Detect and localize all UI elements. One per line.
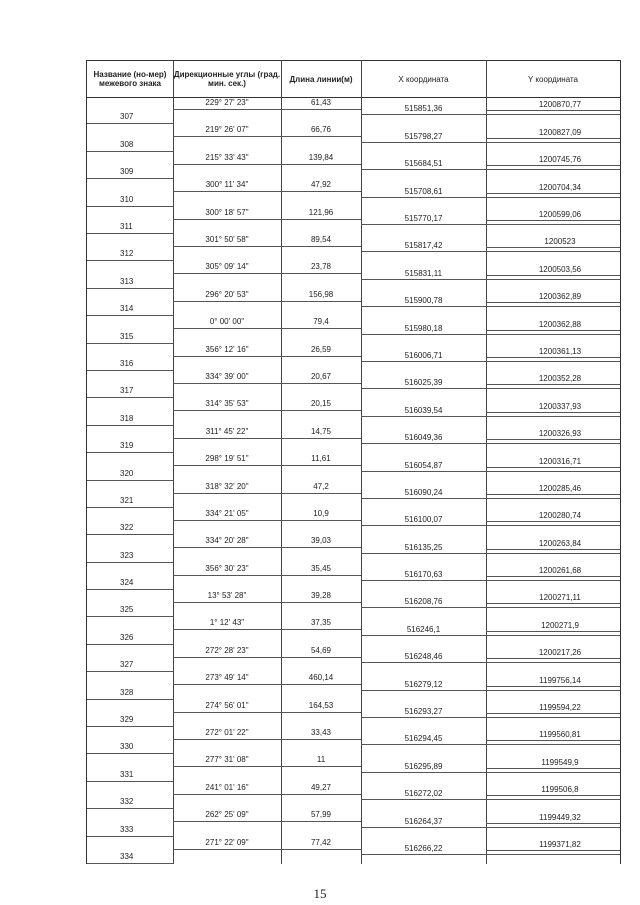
row-rule [87,671,173,672]
x-coordinate: 515708,61 [404,186,443,196]
header-x-coordinate: X координата [398,74,449,84]
x-coordinate: 516049,36 [404,433,443,443]
point-number: 318 [120,413,134,423]
row-rule [361,197,620,198]
row-rule [173,766,361,767]
direction-angle: 356° 12' 16" [205,344,249,354]
row-rule [361,443,620,444]
row-rule [87,370,173,371]
y-coordinate: 1200271,9 [541,620,579,630]
row-rule [173,383,361,384]
row-rule [173,191,361,192]
row-rule [486,302,620,303]
row-rule [486,439,620,440]
row-rule [87,206,173,207]
y-coordinate: 1200352,28 [538,374,582,384]
y-coordinate: 1199756,14 [539,675,581,685]
x-coordinate: 516279,12 [404,679,443,689]
row-rule [87,260,173,261]
x-coordinate: 516272,02 [404,789,443,799]
row-rule [173,328,361,329]
row-rule [486,576,620,577]
row-rule [87,151,173,152]
row-rule [486,631,620,632]
row-rule [361,799,620,800]
table-header [87,61,620,98]
row-rule [87,123,173,124]
y-coordinate: 1199449,32 [539,812,581,822]
direction-angle: 277° 31' 08" [205,755,249,765]
y-coordinate: 1199506,8 [541,785,579,795]
row-rule [87,808,173,809]
y-coordinate: 1199560,81 [539,730,581,740]
direction-angle: 215° 33' 43" [205,152,249,162]
point-number: 308 [120,139,134,149]
row-rule [486,713,620,714]
row-rule [87,343,173,344]
row-rule [361,306,620,307]
row-rule [173,410,361,411]
page-number: 15 [313,886,327,901]
y-coordinate: 1200280,74 [538,511,582,521]
row-rule [361,251,620,252]
y-coordinate: 1200362,89 [538,292,582,302]
line-length: 460,14 [308,673,334,683]
row-rule [361,224,620,225]
header-point-name: Название (но-мер) межевого знака [93,70,167,88]
line-length: 11,61 [311,454,331,464]
point-number: 334 [120,852,134,861]
row-rule [361,361,620,362]
header-y-coordinate: Y координата [527,74,579,84]
row-rule [486,220,620,221]
direction-angle: 334° 39' 00" [205,371,249,381]
line-length: 66,76 [310,125,332,135]
row-rule [87,616,173,617]
direction-angle: 262° 25' 09" [205,810,249,820]
row-rule [361,635,620,636]
x-coordinate: 516135,25 [404,542,443,552]
y-coordinate: 1200326,93 [538,429,582,439]
row-rule [486,384,620,385]
line-length: 20,67 [310,371,332,381]
row-rule [361,662,620,663]
header-line-length: Длина линии(м) [289,74,353,84]
row-rule [87,836,173,837]
line-length: 121,96 [308,207,334,217]
line-length: 164,53 [308,700,334,710]
row-rule [87,233,173,234]
row-rule [173,356,361,357]
point-number: 313 [120,276,134,286]
row-rule [87,315,173,316]
line-length: 79,4 [313,317,329,327]
x-coordinate: 515851,36 [404,104,443,114]
x-coordinate: 516294,45 [404,734,443,744]
line-length: 156,98 [308,289,334,299]
direction-angle: 305° 09' 14" [205,262,249,272]
direction-angle: 314° 35' 53" [205,399,249,409]
row-rule [361,334,620,335]
direction-angle: 300° 18' 57" [205,207,249,217]
x-coordinate: 516025,39 [404,378,443,388]
y-coordinate: 1200599,06 [538,209,582,219]
y-coordinate: 1200362,88 [538,319,582,329]
row-rule [486,850,620,851]
row-rule [87,452,173,453]
row-rule [361,744,620,745]
direction-angle: 241° 01' 16" [205,782,249,792]
y-coordinate: 1199371,82 [539,840,581,849]
row-rule [173,821,361,822]
y-coordinate: 1200263,84 [538,538,582,548]
row-rule [486,275,620,276]
row-rule [173,301,361,302]
y-coordinate: 1200523 [544,237,576,247]
row-rule [486,740,620,741]
x-coordinate: 515684,51 [404,159,443,169]
row-rule [173,438,361,439]
row-rule [361,717,620,718]
row-rule [173,164,361,165]
y-coordinate: 1200337,93 [538,401,582,411]
row-rule [486,412,620,413]
point-number: 315 [120,331,134,341]
x-coordinate: 516006,71 [404,350,443,360]
row-rule [173,493,361,494]
row-rule [361,388,620,389]
row-rule [486,138,620,139]
row-rule [361,580,620,581]
point-number: 323 [120,550,134,560]
x-coordinate: 515798,27 [404,131,443,141]
row-rule [361,827,620,828]
y-coordinate: 1200745,76 [538,155,582,165]
point-number: 322 [120,523,134,533]
y-coordinate: 1200316,71 [538,456,582,466]
point-number: 333 [120,824,134,834]
row-rule [361,416,620,417]
line-length: 37,35 [310,618,332,628]
x-coordinate: 516090,24 [404,487,443,497]
line-length: 33,43 [310,728,332,738]
row-rule [361,142,620,143]
direction-angle: 298° 19' 51" [205,454,249,464]
point-number: 329 [120,715,134,725]
row-rule [361,607,620,608]
line-length: 10,9 [313,508,329,518]
row-rule [361,279,620,280]
line-length: 49,27 [310,782,332,792]
point-number: 311 [120,221,133,231]
row-rule [486,521,620,522]
line-length: 139,84 [308,152,334,162]
x-coordinate: 516170,63 [404,570,443,580]
row-rule [486,686,620,687]
row-rule [361,772,620,773]
row-rule [173,465,361,466]
row-rule [173,657,361,658]
y-coordinate: 1199594,22 [539,703,581,713]
point-number: 326 [120,632,134,642]
row-rule [87,178,173,179]
x-coordinate: 516295,89 [404,761,443,771]
y-coordinate: 1199549,9 [541,757,579,767]
direction-angle: 272° 01' 22" [205,728,249,738]
direction-angle: 334° 20' 28" [205,536,249,546]
x-coordinate: 516208,76 [404,597,443,607]
direction-angle: 1° 12' 43" [209,618,245,628]
row-rule [361,498,620,499]
row-rule [87,589,173,590]
row-rule [486,603,620,604]
row-rule [173,520,361,521]
point-number: 307 [120,112,134,122]
direction-angle: 229° 27' 23" [205,98,249,107]
x-coordinate: 515831,11 [404,268,443,278]
y-coordinate: 1200217,26 [538,648,582,658]
y-coordinate: 1200271,11 [539,593,581,603]
row-rule [486,247,620,248]
line-length: 26,59 [310,344,332,354]
y-coordinate: 1200261,68 [538,566,582,576]
row-rule [486,330,620,331]
line-length: 39,28 [310,591,332,601]
x-coordinate: 515980,18 [404,323,443,333]
direction-angle: 272° 28' 23" [205,645,249,655]
row-rule [486,494,620,495]
line-length: 14,75 [310,426,332,436]
point-number: 314 [120,304,134,314]
point-number: 310 [120,194,134,204]
row-rule [87,644,173,645]
point-number: 309 [120,167,134,177]
row-rule [486,357,620,358]
row-rule [173,629,361,630]
direction-angle: 274° 56' 01" [205,700,249,710]
point-number: 319 [120,441,134,451]
point-number: 324 [120,578,134,588]
line-length: 23,78 [310,262,332,272]
x-coordinate: 516248,46 [404,652,443,662]
row-rule [87,562,173,563]
row-rule [486,193,620,194]
point-number: 331 [120,769,134,779]
row-rule [486,768,620,769]
row-rule [486,549,620,550]
row-rule [486,823,620,824]
row-rule [173,739,361,740]
line-length: 77,42 [310,837,332,847]
direction-angle: 219° 26' 07" [205,125,249,135]
point-number: 325 [120,605,134,615]
direction-angle: 318° 32' 20" [205,481,249,491]
row-rule [173,575,361,576]
row-rule [87,753,173,754]
line-length: 47,2 [313,481,329,491]
direction-angle: 0° 00' 00" [209,317,245,327]
row-rule [173,109,361,110]
row-rule [173,794,361,795]
x-coordinate: 516054,87 [404,460,443,470]
row-rule [173,219,361,220]
row-rule [486,110,620,111]
row-rule [87,726,173,727]
line-length: 54,69 [310,645,332,655]
direction-angle: 311° 45' 22" [205,426,249,436]
row-rule [361,553,620,554]
x-coordinate: 515817,42 [404,241,443,251]
y-coordinate: 1200827,09 [538,127,582,137]
x-coordinate: 516246,1 [406,624,441,634]
row-rule [87,507,173,508]
direction-angle: 296° 20' 53" [205,289,249,299]
line-length: 89,54 [310,234,332,244]
row-rule [361,854,620,855]
direction-angle: 301° 50' 58" [205,234,249,244]
row-rule [361,525,620,526]
line-length: 61,43 [310,98,332,107]
direction-angle: 356° 30' 23" [205,563,249,573]
point-number: 327 [120,660,134,670]
point-number: 320 [120,468,134,478]
y-coordinate: 1200361,13 [538,346,582,356]
row-rule [87,397,173,398]
x-coordinate: 515770,17 [404,213,443,223]
x-coordinate: 516293,27 [404,707,443,717]
line-length: 35,45 [310,563,332,573]
x-coordinate: 516100,07 [404,515,443,525]
row-rule [486,165,620,166]
point-number: 330 [120,742,134,752]
direction-angle: 13° 53' 28" [207,591,247,601]
y-coordinate: 1200285,46 [538,483,582,493]
point-number: 316 [120,358,134,368]
row-rule [361,114,620,115]
row-rule [486,795,620,796]
row-rule [173,246,361,247]
line-length: 39,03 [310,536,332,546]
row-rule [173,684,361,685]
point-number: 332 [120,797,134,807]
y-coordinate: 1200870,77 [538,100,582,110]
x-coordinate: 516266,22 [404,844,443,853]
direction-angle: 271° 22' 09" [205,837,249,847]
row-rule [87,425,173,426]
x-coordinate: 516264,37 [404,816,443,826]
direction-angle: 300° 11' 34" [205,180,249,190]
point-number: 317 [120,386,134,396]
row-rule [87,480,173,481]
line-length: 11 [316,755,326,765]
row-rule [173,273,361,274]
row-rule [173,712,361,713]
point-number: 328 [120,687,134,697]
x-coordinate: 515900,78 [404,296,443,306]
y-coordinate: 1200503,56 [538,264,582,274]
y-coordinate: 1200704,34 [538,182,582,192]
row-rule [87,288,173,289]
row-rule [361,471,620,472]
row-rule [361,690,620,691]
row-rule [173,849,361,850]
x-coordinate: 516039,54 [404,405,443,415]
row-rule [173,547,361,548]
direction-angle: 273° 49' 14" [205,673,249,683]
row-rule [87,534,173,535]
boundary-coordinates-table [86,60,621,864]
row-rule [173,136,361,137]
row-rule [173,602,361,603]
row-rule [486,467,620,468]
line-length: 57,99 [310,810,332,820]
row-rule [486,658,620,659]
point-number: 321 [120,495,134,505]
row-rule [87,781,173,782]
row-rule [87,863,173,864]
header-direction-angles: Дирекционные углы (град. мин. сек.) [173,70,281,88]
line-length: 20,15 [310,399,332,409]
point-number: 312 [120,249,134,259]
direction-angle: 334° 21' 05" [205,508,249,518]
row-rule [361,169,620,170]
row-rule [87,699,173,700]
line-length: 47,92 [310,180,332,190]
